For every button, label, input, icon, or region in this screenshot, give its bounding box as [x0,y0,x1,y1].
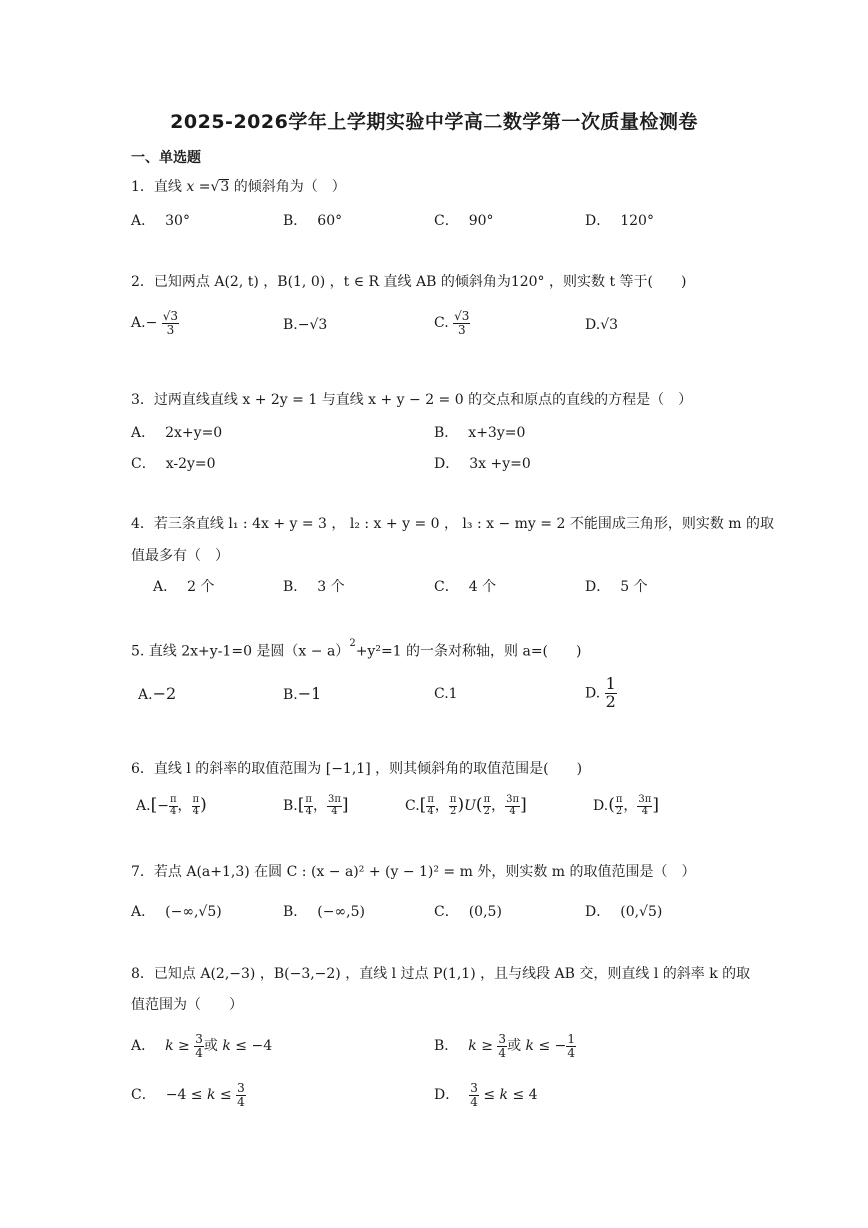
q2-option-a-label: A. [131,315,146,332]
question-8-stem-line1: 8．已知点 A(2,−3) ，B(−3,−2) ，直线 l 过点 P(1,1) ，且与线段 AB 交，则直线 l 的斜率 k 的取 [131,966,751,982]
q2-option-c-den: 3 [457,322,466,337]
q7-option-d-label: D． [585,904,611,920]
q1-option-d-label: D． [585,213,611,229]
q2-option-a-sign: − [145,315,158,332]
section-heading: 一、单选题 [131,150,201,166]
question-1-stem: 1．直线 x =√3 的倾斜角为（ ） [131,179,346,195]
question-6-stem: 6．直线 l 的斜率的取值范围为 [−1,1] ，则其倾斜角的取值范围是( ) [131,761,583,777]
q6-option-c[interactable]: C.[ $\frac{\pi}{4}$ ， $\frac{\pi}{2}$ )U( $\frac{\pi}{2}$ ， $\frac{3\pi}{4}$ ] [405,794,527,817]
q4-option-d-text: 5 个 [620,579,648,595]
q6-option-d-label: D. [593,798,609,814]
q5-option-c-text: 1 [448,686,458,702]
page-title: 2025-2026学年上学期实验中学高二数学第一次质量检测卷 [170,111,698,133]
q7-option-b-text: (−∞,5) [317,904,365,920]
q5-option-b[interactable] [283,684,321,705]
question-4-stem-line2: 值最多有（ ） [131,548,229,564]
q5-option-d-fraction [605,676,617,711]
q1-option-c-text: 90° [468,213,494,229]
q1-stem-b: 的倾斜角为（ ） [233,179,346,195]
q5-option-a-label: A. [138,687,153,703]
q5-option-d-num: 1 [605,674,616,693]
q8-option-b-label: B． [434,1038,459,1055]
q4-option-a-label: A． [153,579,178,595]
q4-option-c-text: 4 个 [468,579,497,595]
q5-option-a-text: −2 [152,684,177,703]
q2-option-a-num: √3 [162,309,179,323]
q2-option-b-label: B. [283,317,298,333]
q3-option-a[interactable] [131,423,222,443]
q5-option-a[interactable] [138,684,176,705]
q4-option-a-text: 2 个 [187,579,215,595]
q7-option-d-text: (0,√5) [620,904,663,920]
q2-option-a-den: 3 [166,322,175,337]
question-7-stem: 7．若点 A(a+1,3) 在圆 C : (x − a)² + (y − 1)² = m 外，则实数 m 的取值范围是（ ） [131,864,696,880]
question-3-stem: 3．过两直线直线 x + 2y = 1 与直线 x + y − 2 = 0 的交点和原点的直线的方程是（ ） [131,392,693,408]
q5-superscript: 2 [349,638,356,649]
q1-eq: x = [186,179,211,195]
q6-option-a[interactable]: A.[− $\frac{\pi}{4}$ ， $\frac{\pi}{4}$ ) [136,794,207,817]
question-5-stem [131,638,581,662]
q8-option-b[interactable]: B． k ≥ $\frac{3}{4}$ 或 k ≤ − $\frac{1}{4}$ [434,1032,576,1060]
q2-option-c-num: √3 [454,309,470,323]
q6-option-b[interactable]: B.[ $\frac{\pi}{4}$ ， $\frac{3\pi}{4}$ ] [283,794,349,817]
q3-option-d-text: 3x +y=0 [469,456,531,472]
q8-option-c[interactable]: C． −4 ≤ k ≤ $\frac{3}{4}$ [131,1081,245,1109]
q8-option-a[interactable]: A． k ≥ $\frac{3}{4}$ 或 k ≤ −4 [131,1032,273,1060]
q1-option-d-text: 120° [620,213,654,229]
q3-option-c[interactable] [131,454,216,474]
q3-option-b-label: B． [434,425,459,441]
q3-option-d-label: D． [434,456,460,472]
q7-option-b-label: B． [283,904,308,920]
q1-option-a-text: 30° [165,213,190,229]
q5-option-d[interactable] [585,676,617,711]
q5-option-d-den: 2 [605,691,616,711]
q2-option-c-fraction [453,310,470,336]
q3-option-a-label: A． [131,425,156,441]
q7-option-d[interactable] [585,902,662,922]
q2-option-c[interactable] [434,310,470,336]
q4-option-c-label: C． [434,579,459,595]
q4-option-d-label: D． [585,579,611,595]
q1-stem-a: 1．直线 [131,179,182,195]
q1-option-c[interactable] [434,211,494,231]
q5-option-c[interactable] [434,684,458,704]
q4-option-b-text: 3 个 [317,579,345,595]
q2-option-a-fraction [162,310,179,336]
q6-option-d[interactable]: D.( $\frac{\pi}{2}$ ， $\frac{3\pi}{4}$ ] [593,794,659,817]
q3-option-c-label: C． [131,456,156,472]
question-4-stem-line1: 4．若三条直线 l₁ : 4x + y = 3 ， l₂ : x + y = 0 ， l₃ : x − my = 2 不能围成三角形，则实数 m 的取 [131,516,775,532]
q4-option-c[interactable] [434,577,496,597]
q2-option-d-text: √3 [600,317,619,333]
q5-stem-b: +y²=1 的一条对称轴，则 a=( ) [355,643,582,660]
q2-option-d[interactable] [585,315,618,335]
q1-option-b-text: 60° [317,213,343,229]
question-2-stem: 2．已知两点 A(2, t) ，B(1, 0) ，t ∈ R 直线 AB 的倾斜角为120° ，则实数 t 等于( ) [131,274,687,290]
q3-option-d[interactable] [434,454,531,474]
q7-option-c-label: C． [434,904,459,920]
question-8-stem-line2: 值范围为（ ） [131,997,243,1013]
q2-option-d-label: D. [585,317,601,333]
q1-option-a[interactable] [131,211,190,231]
q8-option-c-label: C． [131,1087,156,1104]
q5-stem-a: 5. 直线 2x+y-1=0 是圆（x − a） [131,643,350,660]
q3-option-a-text: 2x+y=0 [165,425,223,441]
q5-option-c-label: C. [434,686,449,702]
q1-option-c-label: C． [434,213,459,229]
q1-option-b-label: B． [283,213,308,229]
q2-option-b-text: −√3 [297,317,328,333]
q5-option-d-label: D. [585,685,601,702]
q7-option-b[interactable] [283,902,365,922]
q4-option-a[interactable] [153,577,214,597]
q4-option-b-label: B． [283,579,308,595]
q2-option-b[interactable] [283,315,327,335]
q7-option-c[interactable] [434,902,502,922]
q8-option-d[interactable]: D． $\frac{3}{4}$ ≤ k ≤ 4 [434,1081,538,1109]
q2-option-a[interactable] [131,310,179,336]
q2-option-c-label: C. [434,315,449,332]
q3-option-b[interactable] [434,423,525,443]
q7-option-c-text: (0,5) [468,904,502,920]
q4-option-b[interactable] [283,577,345,597]
q7-option-a-label: A． [131,904,156,920]
q8-option-d-label: D． [434,1087,460,1104]
q7-option-a[interactable] [131,902,222,922]
q1-radicand: 3 [220,179,230,195]
q8-option-a-label: A． [131,1038,156,1055]
q5-option-b-label: B. [283,687,298,703]
q1-option-b[interactable] [283,211,342,231]
q3-option-c-text: x-2y=0 [165,456,216,472]
q7-option-a-text: (−∞,√5) [165,904,222,920]
q3-option-b-text: x+3y=0 [468,425,526,441]
q4-option-d[interactable] [585,577,648,597]
q5-option-b-text: −1 [297,684,322,703]
q1-option-a-label: A． [131,213,156,229]
q1-option-d[interactable] [585,211,654,231]
